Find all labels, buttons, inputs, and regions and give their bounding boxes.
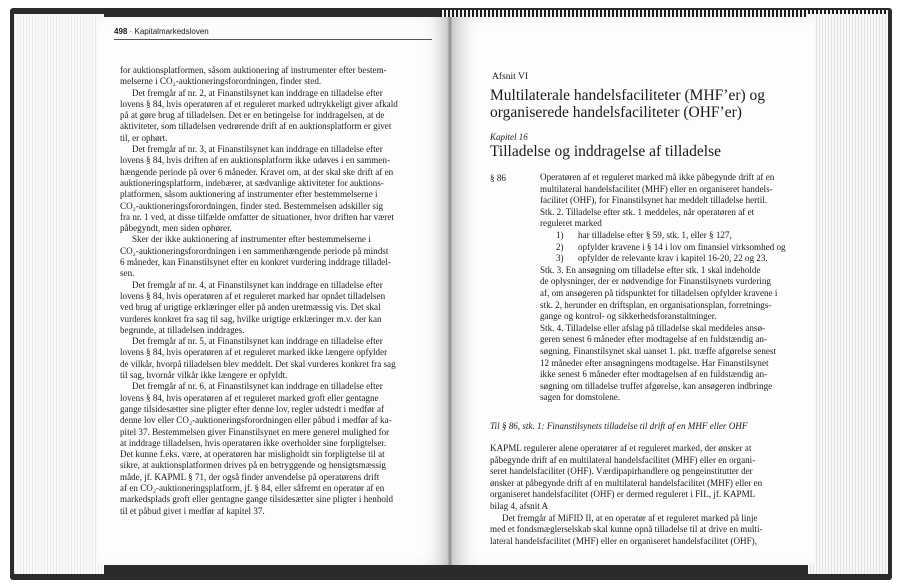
list-item-number: 1): [556, 229, 564, 240]
text-line: at inddrage tilladelsen, hvis operatøren ikke overholder sine forpligtelser.: [120, 437, 387, 448]
text-line: påbegynde drift af en multilateral handelsfacilitet (MHF) eller en organi-: [490, 454, 756, 465]
list-item-number: 2): [556, 241, 564, 252]
text-line: KAPML regulerer alene operatører af et reguleret marked, der ønsker at: [490, 443, 752, 453]
text-line: 6 måneder, kan Finanstilsynet efter en konkret vurdering inddrage tilladel-: [120, 257, 391, 268]
left-page: [98, 17, 450, 565]
text-line: Det fremgår af nr. 4, at Finanstilsynet kan inddrage en tilladelse efter: [132, 279, 383, 290]
text-line: vurderes konkret fra sag til sag, hvilke urigtige erklæringer m.v. der kan: [120, 313, 382, 324]
text-line: gange tilsidesætter sine pligter efter denne lov, regler udstedt i medfør af: [120, 403, 385, 414]
running-head-title: Kapitalmarkedsloven: [134, 27, 209, 36]
comment-body: [490, 443, 802, 547]
text-line: Det fremgår af nr. 2, at Finanstilsynet kan inddrage en tilladelse efter: [132, 87, 383, 98]
text-line: Stk. 2. Tilladelse efter stk. 1 meddeles, når operatøren af et: [540, 206, 755, 217]
paragraph-text: [540, 172, 802, 230]
page-edges-left: [14, 14, 104, 574]
list-item: [540, 253, 802, 265]
afsnit-title-line-2: organiserede handelsfaciliteter (OHF’er): [490, 104, 742, 121]
text-line: sikre, at auktionsplatformen drives på en betryggende og hensigtsmæssig: [120, 460, 386, 471]
afsnit-label: Afsnit VI: [492, 72, 528, 82]
page-edges-right: [808, 14, 888, 574]
requirement-list: [540, 230, 802, 265]
text-line: platformen, såsom auktionering af instrumenter efter bestemmelserne i: [120, 189, 378, 200]
text-line: lovens § 84, hvis operatøren af et reguleret marked groft eller gentagne: [120, 392, 379, 403]
list-item: [540, 242, 802, 254]
text-line: pitel 37. Bestemmelsen giver Finanstilsynet en mere generel mulighed for: [120, 426, 390, 437]
text-line: på at gøre brug af tilladelsen. Det er en betingelse for inddragelsen, at de: [120, 110, 385, 121]
text-line: af, om ansøgeren på tidspunktet for tilladelsen opfylder kravene i: [540, 287, 778, 298]
text-line: denne lov eller CO₂-auktioneringsforordningen eller påbud i medfør af ka-: [120, 415, 392, 426]
list-item: [540, 230, 802, 242]
text-line: aktiviteter, som tilladelsen vedrørende drift af en auktionsplatform er givet: [120, 121, 392, 132]
text-line: fra nr. 1 ved, at disse tilfælde omfatter de situationer, hvor driften har været: [120, 211, 394, 222]
text-line: markedsplads groft eller gentagne gange tilsidesætter sine pligter i henhold: [120, 494, 393, 505]
text-line: begrunde, at tilladelsen inddrages.: [120, 324, 245, 335]
right-page: [452, 17, 814, 565]
text-line: lovens § 84, hvis operatøren af et reguleret marked ikke længere opfylder: [120, 347, 388, 358]
text-line: måde, jf. KAPML § 71, der også finder anvendelse på operatørens drift: [120, 471, 380, 482]
text-line: ikke senest 6 måneder efter modtagelsen af en fuldstændig an-: [540, 369, 768, 380]
text-line: søgning om tilladelse truffet afgørelse, kan ansøgeren indbringe: [540, 380, 773, 391]
text-line: Det fremgår af nr. 3, at Finanstilsynet kan inddrage en tilladelse efter: [132, 144, 383, 155]
text-line: auktioneringsplatform, indebærer, at sædvanlige aktiviteter for auktions-: [120, 177, 384, 188]
text-line: til et påbud givet i medfør af kapitel 37.: [120, 505, 265, 516]
text-line: Stk. 4. Tilladelse eller afslag på tilladelse skal meddeles ansø-: [540, 322, 766, 333]
kapitel-title: Tilladelse og inddragelse af tilladelse: [490, 143, 722, 160]
text-line: for auktionsplatformen, såsom auktionering af instrumenter efter bestem-: [120, 65, 387, 75]
text-line: Sker der ikke auktionering af instrumenter efter bestemmelserne i: [132, 234, 371, 245]
page-number: 498: [114, 27, 128, 36]
left-body-text: [120, 65, 430, 517]
afsnit-title-line-1: Multilaterale handelsfaciliteter (MHF’er) og: [490, 87, 766, 104]
list-item-text: har tilladelse efter § 59, stk. 1, eller § 127,: [578, 229, 732, 240]
text-line: Stk. 3. En ansøgning om tilladelse efter stk. 1 skal indeholde: [540, 264, 761, 275]
text-line: CO₂-auktioneringsforordningen, finder sted. Bestemmelsen adskiller sig: [120, 200, 384, 211]
text-line: gange og kontrol- og sikkerhedsforanstaltninger.: [540, 311, 717, 322]
text-line: ved brug af urigtige erklæringer eller på anden uretmæssig vis. Det skal: [120, 302, 381, 313]
list-item-text: opfylder de relevante krav i kapitel 16-20, 22 og 23.: [578, 253, 768, 264]
text-line: facilitet (OHF), for Finanstilsynet har meddelt tilladelse hertil.: [540, 195, 768, 206]
text-line: CO₂-auktioneringsforordningen i en sammenhængende periode på mindst: [120, 245, 389, 256]
text-line: Det fremgår af MiFID II, at en operatør af et reguleret marked på linje: [502, 512, 758, 523]
comment-heading: Til § 86, stk. 1: Finanstilsynets tilladelse til drift af en MHF eller OHF: [490, 421, 748, 431]
paragraph-number: § 86: [490, 173, 506, 183]
list-item-number: 3): [556, 253, 564, 264]
text-line: påbegyndt, men siden ophører.: [120, 223, 232, 234]
text-line: lovens § 84, hvis driften af en auktionsplatform ikke udøves i en sammen-: [120, 155, 390, 166]
text-line: søgning. Finanstilsynet skal uanset 1. pkt. træffe afgørelse senest: [540, 345, 776, 356]
text-line: lovens § 84, hvis operatøren af et reguleret marked har opnået tilladelsen: [120, 290, 386, 301]
text-line: med et fondsmæglerselskab skal kunne opnå tilladelse til at drive en multi-: [490, 524, 763, 535]
text-line: seret handelsfacilitet (OHF). Værdipapirhandlere og pengeinstitutter der: [490, 466, 753, 477]
list-item-text: opfylder kravene i § 14 i lov om finansiel virksomhed og: [578, 241, 786, 252]
text-line: organiseret handelsfacilitet (OHF) er dermed reguleret i FIL, jf. KAPML: [490, 489, 756, 500]
text-line: til sag, hvornår vilkår ikke længere er opfyldt.: [120, 370, 288, 381]
text-line: Operatøren af et reguleret marked må ikke påbegynde drift af en: [540, 172, 775, 182]
text-line: stk. 2, herunder en driftsplan, en organisationsplan, forretnings-: [540, 299, 772, 310]
text-line: Det kunne f.eks. være, at operatøren har misligholdt sin forpligtelse til at: [120, 449, 385, 460]
kapitel-label: Kapitel 16: [490, 132, 528, 142]
text-line: af en CO₂-auktioneringsplatform, jf. § 84, eller såfremt en operatør af en: [120, 482, 385, 493]
text-line: hængende periode på over 6 måneder. Kravet om, at der skal ske drift af en: [120, 166, 394, 177]
paragraph-body: [540, 172, 802, 404]
text-line: multilateral handelsfacilitet (MHF) eller en organiseret handels-: [540, 183, 773, 194]
text-line: lovens § 84, hvis operatøren af et reguleret marked udtrykkeligt giver afkald: [120, 98, 398, 109]
text-line: til, er ophørt.: [120, 132, 168, 143]
text-line: ønsker at påbegynde drift af en multilateral handelsfacilitet (MHF) eller en: [490, 477, 763, 488]
text-line: 12 måneder efter ansøgningens modtagelse. Har Finanstilsynet: [540, 357, 769, 368]
text-line: geren senest 6 måneder efter modtagelse af en fuldstændig an-: [540, 334, 768, 345]
text-line: melserne i CO₂-auktioneringsforordningen, finder sted.: [120, 76, 322, 87]
text-line: bilag 4, afsnit A: [490, 500, 549, 511]
text-line: sen.: [120, 268, 135, 279]
text-line: sagen for domstolene.: [540, 392, 621, 403]
text-line: lateral handelsfacilitet (MHF) eller en organiseret handelsfacilitet (OHF),: [490, 535, 757, 546]
text-line: de oplysninger, der er nødvendige for Finanstilsynets vurdering: [540, 276, 771, 287]
text-line: Det fremgår af nr. 6, at Finanstilsynet kan inddrage en tilladelse efter: [132, 381, 383, 392]
paragraph-text-continued: [540, 265, 802, 404]
running-head: 498 · Kapitalmarkedsloven: [114, 27, 432, 40]
text-line: Det fremgår af nr. 5, at Finanstilsynet kan inddrage en tilladelse efter: [132, 336, 383, 347]
text-line: reguleret marked: [540, 218, 602, 229]
afsnit-title: [490, 87, 765, 121]
text-line: de vilkår, hvorpå tilladelsen blev meddelt. Det skal vurderes konkret fra sag: [120, 358, 396, 369]
